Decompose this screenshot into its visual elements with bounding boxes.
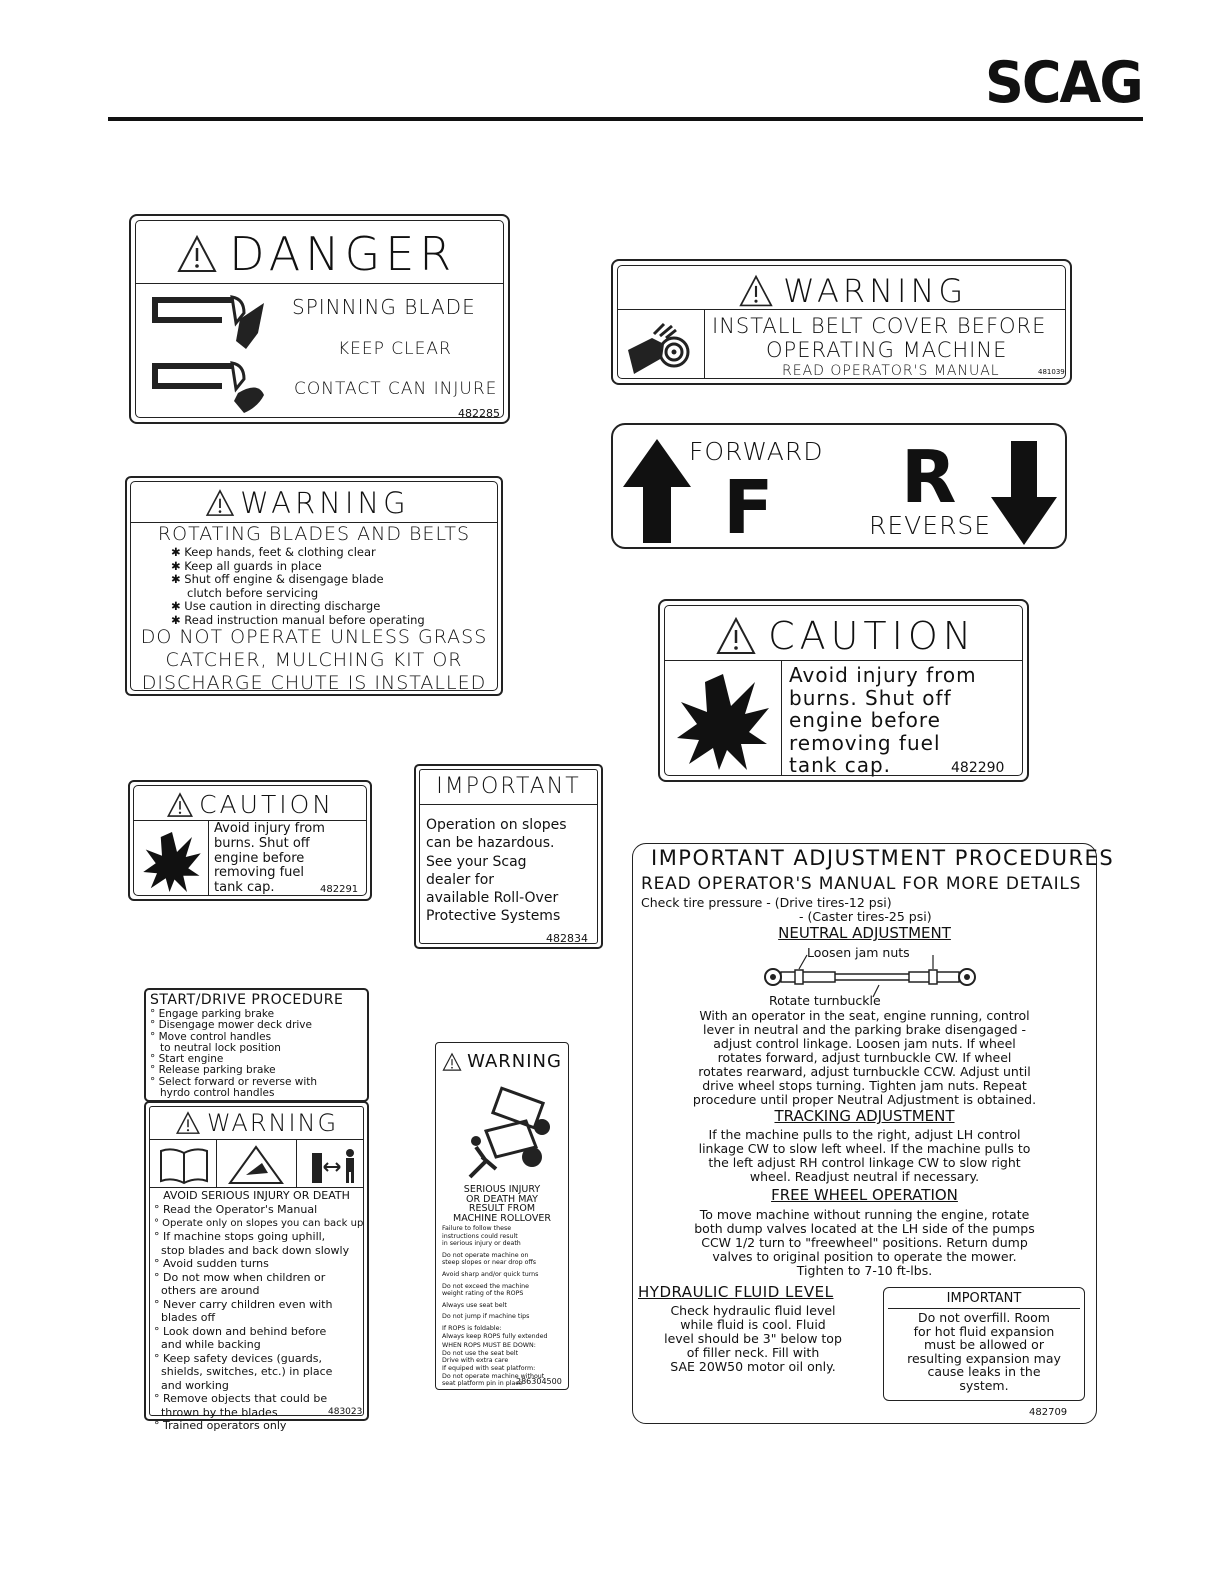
list-item: hyrdo control handles [150,1087,275,1100]
blades-warning-title: ROTATING BLADES AND BELTS [157,523,471,545]
direction-decal [611,423,1067,549]
forward-label: FORWARD [689,437,824,466]
forward-letter: F [723,465,774,551]
important-slopes-text: Operation on slopes can be hazardous. See your Scag dealer for available Roll-Over Protective Systems [426,817,567,925]
free-wheel-heading: FREE WHEEL OPERATION [771,1186,958,1204]
keep-distance-icon [310,1147,362,1185]
belt-cover-warning-decal [611,259,1072,385]
list-item: ° Keep safety devices (guards, [154,1351,322,1365]
logo-text: SCAG [985,49,1142,116]
rotating-blades-warning-decal [125,476,503,696]
list-item: ° If machine stops going uphill, [154,1230,326,1243]
forward-arrow-icon [621,437,693,545]
belt-entanglement-icon [624,314,700,380]
reverse-label: REVERSE [869,511,992,540]
list-item: to neutral lock position [150,1041,281,1054]
caution-small-text: Avoid injury from burns. Shut off engine before removing fuel tank cap. [214,821,325,896]
warning-triangle-icon [442,1052,462,1072]
operate-warning-subtitle: AVOID SERIOUS INJURY OR DEATH [163,1189,350,1202]
tire-pressure-line1: Check tire pressure - (Drive tires-12 psi) [641,895,892,910]
caution-small-header: CAUTION [166,790,334,819]
danger-decal [129,214,510,424]
warning-triangle-icon [205,488,235,518]
warning-triangle-icon [715,616,757,656]
rollover-icon [456,1087,556,1187]
list-item: others are around [154,1284,260,1297]
danger-part-number: 482285 [458,407,500,420]
danger-header: DANGER [176,227,456,277]
belt-warning-line3: READ OPERATOR'S MANUAL [782,363,1000,379]
list-item: ✱ Keep all guards in place [171,558,322,573]
adjustment-part-number: 482709 [1029,1407,1068,1418]
rops-instructions: Failure to follow these instructions could result in serious injury or death Do not operate machine on steep slopes or near drop offs Avoid sharp and/or quick turns Do not exceed the machine weight rating of the ROPS Always use seat belt Do not jump if machine tips If ROPS is foldable: Always keep ROPS fully extended WHEN ROPS MUST BE DOWN: Do not use the seat belt Drive with extra care If equiped with seat platform: Do not operate machine without seat platform pin in place [442,1225,548,1388]
blades-warning-header: WARNING [205,486,410,520]
belt-warning-line1: INSTALL BELT COVER BEFORE [712,314,1047,338]
tracking-adjustment-heading: TRACKING ADJUSTMENT [774,1107,955,1125]
overfill-important-header: IMPORTANT [946,1291,1022,1306]
caution-large-part-number: 482290 [951,760,1005,776]
list-item: blades off [154,1311,216,1324]
rops-caption: SERIOUS INJURY OR DEATH MAY RESULT FROM MACHINE ROLLOVER [453,1184,551,1224]
caution-small-part-number: 482291 [320,884,359,895]
warning-triangle-icon [166,792,194,818]
explosion-icon [142,830,202,894]
list-item: ° Select forward or reverse with [150,1075,318,1088]
hydraulic-fluid-heading: HYDRAULIC FLUID LEVEL [638,1283,834,1301]
important-slopes-part-number: 482834 [546,932,588,945]
neutral-adjustment-text: With an operator in the seat, engine running, control lever in neutral and the parking brake disengaged - adjust control linkage. Loosen jam nuts. If wheel rotates forward, adjust turnbuckle CW. If wheel rotates rearward, adjust turnbuckle CCW. Adjust until drive wheel stops turning. Tighten jam nuts. Repeat procedure until proper Neutral Adjustment is obtained. [692,1008,1037,1107]
list-item: ° Trained operators only [154,1419,287,1432]
scag-logo [985,49,1145,116]
blades-warning-list [171,546,425,627]
start-drive-list [150,1009,317,1099]
list-item: ° Read the Operator's Manual [154,1203,318,1216]
operate-warning-part-number: 483023 [328,1407,363,1417]
list-item: ✱ Read instruction manual before operating [171,612,425,627]
danger-line1: SPINNING BLADE [292,295,476,319]
header-rule [108,117,1143,121]
caution-large-text: Avoid injury from burns. Shut off engine before removing fuel tank cap. [789,663,977,777]
list-item: stop blades and back down slowly [154,1243,350,1257]
reverse-letter: R [901,435,957,519]
slope-hazard-icon [228,1145,284,1185]
rops-part-number: 286304500 [516,1377,562,1386]
belt-warning-line2: OPERATING MACHINE [766,338,1008,362]
list-item: and working [154,1378,229,1392]
rotate-turnbuckle-label: Rotate turnbuckle [769,993,881,1008]
start-drive-title: START/DRIVE PROCEDURE [150,992,344,1008]
explosion-icon [675,672,771,772]
caution-burns-small-decal [128,780,372,901]
overfill-important-box [883,1287,1085,1401]
start-drive-procedure-decal [144,988,369,1102]
list-item: ° Remove objects that could be [154,1392,328,1405]
danger-line3: CONTACT CAN INJURE [294,379,498,399]
rollover-warning-decal [435,1042,569,1390]
list-item: ° Engage parking brake [150,1008,275,1020]
neutral-adjustment-heading: NEUTRAL ADJUSTMENT [778,924,951,942]
list-item: ° Start engine [150,1053,224,1066]
danger-line2: KEEP CLEAR [338,339,452,359]
blades-footer-3: DISCHARGE CHUTE IS INSTALLED [141,672,487,694]
rops-warning-header: WARNING [436,1051,568,1072]
hydraulic-fluid-text: Check hydraulic fluid level while fluid is cool. Fluid level should be 3" below top of filler neck. Fill with SAE 20W50 motor oil only. [664,1303,842,1374]
warning-triangle-icon [176,234,218,274]
reverse-arrow-icon [989,439,1059,547]
adjustment-title: IMPORTANT ADJUSTMENT PROCEDURES [651,846,1115,870]
overfill-important-text: Do not overfill. Room for hot fluid expansion must be allowed or resulting expansion may cause leaks in the system. [907,1310,1061,1393]
important-slopes-decal [414,764,603,949]
list-item: ° Never carry children even with [154,1297,333,1311]
list-item: ° Disengage mower deck drive [150,1019,312,1032]
list-item: clutch before servicing [187,585,319,600]
operate-warning-list [154,1203,363,1433]
adjustment-procedures-decal [632,843,1115,1424]
belt-warning-header: WARNING [738,272,967,310]
list-item: ° Release parking brake [150,1064,276,1077]
belt-warning-part-number: 481039 [1038,368,1065,376]
adjustment-subtitle: READ OPERATOR'S MANUAL FOR MORE DETAILS [641,874,1082,894]
list-item: ° Look down and behind before [154,1324,327,1338]
blades-footer-2: CATCHER, MULCHING KIT OR [165,649,463,671]
loosen-jam-nuts-label: Loosen jam nuts [807,945,910,960]
list-item: ✱ Shut off engine & disengage blade [171,572,384,586]
warning-triangle-icon [738,274,774,308]
list-item: and while backing [154,1338,261,1351]
list-item: ° Avoid sudden turns [154,1257,269,1270]
list-item: ° Do not mow when children or [154,1270,326,1284]
list-item: thrown by the blades [154,1405,278,1419]
free-wheel-text: To move machine without running the engine, rotate both dump valves located at the LH side of the pumps CCW 1/2 turn to "freewheel" positions. Return dump valves to original position to operate the mower. Tighten to 7-10 ft-lbs. [694,1207,1035,1278]
blades-footer-1: DO NOT OPERATE UNLESS GRASS [140,626,488,648]
warning-triangle-icon [175,1111,201,1135]
operate-warning-header: WARNING [150,1109,363,1137]
tracking-adjustment-text: If the machine pulls to the right, adjust LH control linkage CW to slow left wheel. If the machine pulls to the left adjust RH control linkage CW to slow right wheel. Readjust neutral if necessary. [698,1127,1031,1184]
caution-burns-large-decal [658,599,1029,782]
caution-large-header: CAUTION [715,614,976,658]
list-item: ✱ Use caution in directing discharge [171,599,381,613]
tire-pressure-line2: - (Caster tires-25 psi) [799,909,932,924]
operators-manual-icon [158,1145,210,1185]
list-item: ✱ Keep hands, feet & clothing clear [171,545,376,559]
blade-hazard-icon [148,289,268,419]
list-item: ° Move control handles [150,1030,272,1043]
list-item: ° Operate only on slopes you can back up [154,1217,364,1229]
operating-warning-decal [144,1101,369,1432]
important-slopes-header: IMPORTANT [436,774,581,799]
list-item: shields, switches, etc.) in place [154,1365,333,1378]
